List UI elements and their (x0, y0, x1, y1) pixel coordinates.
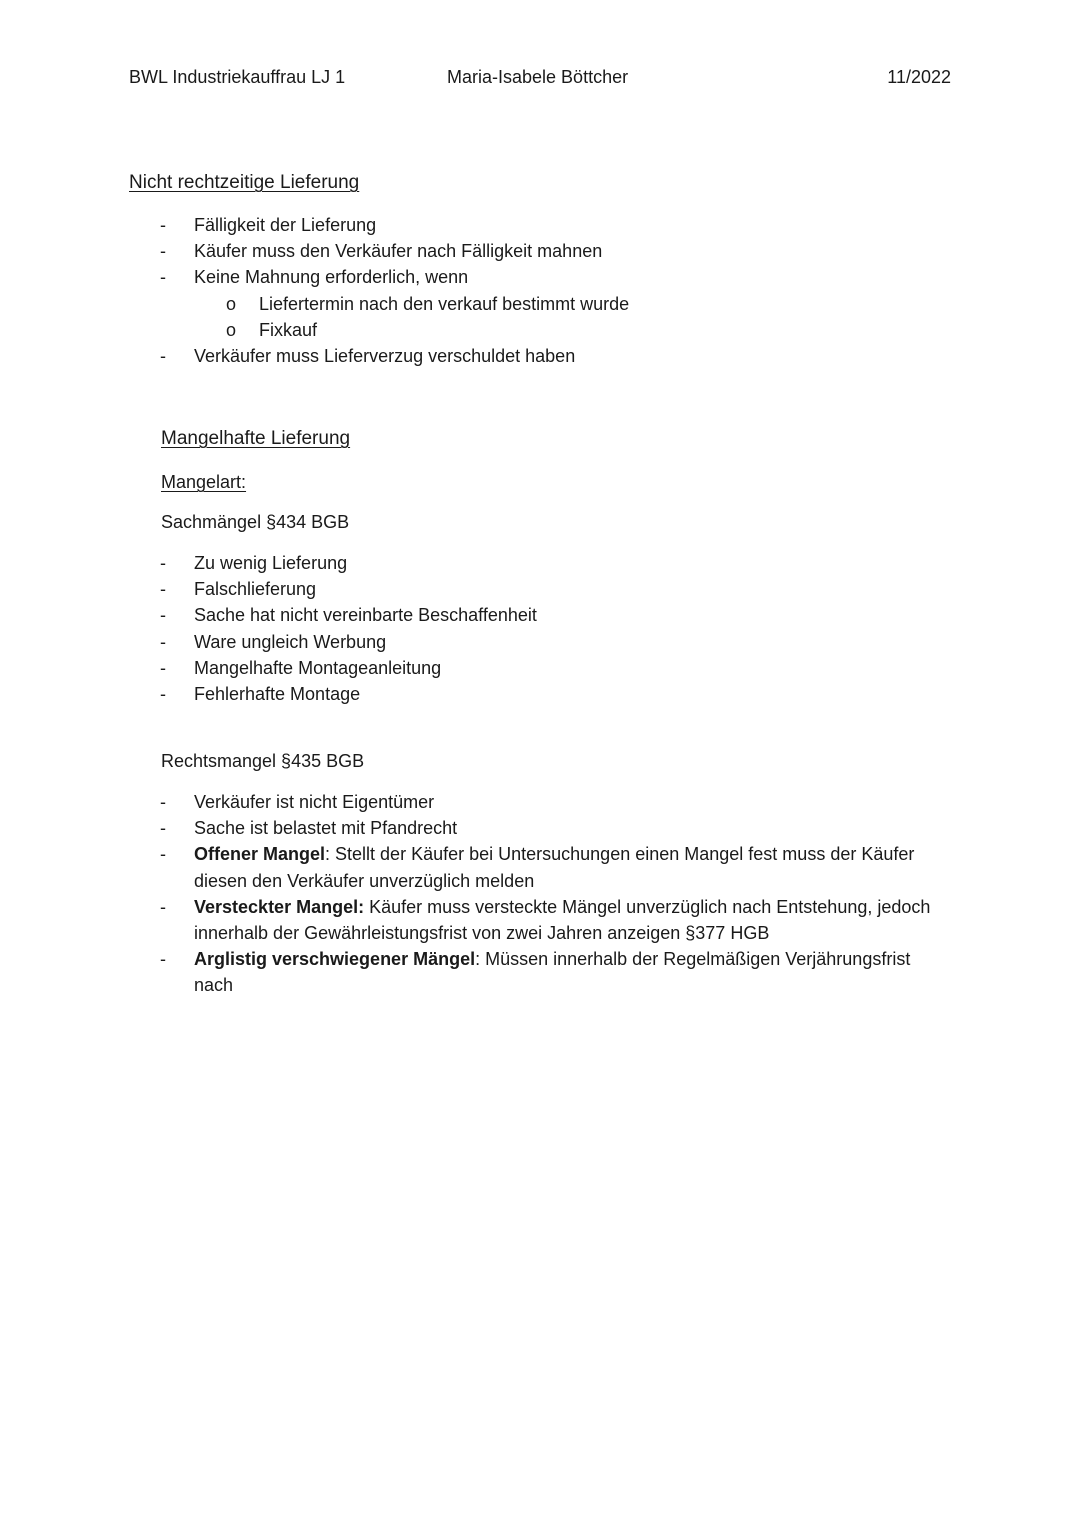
page-header (129, 64, 951, 90)
dash-bullet: - (160, 896, 166, 917)
circle-bullet: o (226, 293, 237, 314)
sublist-item: o Liefertermin nach den verkauf bestimmt wurde (194, 291, 979, 317)
list-item: - Verkäufer ist nicht Eigentümer (160, 789, 954, 815)
mangelart-label: Mangelart: (161, 472, 247, 492)
list-item: - Falschlieferung (160, 576, 954, 602)
sachmaengel-list (160, 550, 954, 707)
section1-sublist (194, 291, 954, 343)
list-item: - Ware ungleich Werbung (160, 629, 954, 655)
dash-bullet: - (160, 818, 166, 839)
header-author: Maria-Isabele Böttcher (447, 67, 629, 87)
list-item: - Sache ist belastet mit Pfandrecht (160, 815, 954, 841)
circle-bullet: o (226, 319, 237, 340)
list-item: - Verkäufer muss Lieferverzug verschuldet haben (160, 343, 954, 369)
list-item: - Sache hat nicht vereinbarte Beschaffenheit (160, 602, 954, 628)
dash-bullet: - (160, 657, 166, 678)
definition-text: Käufer muss versteckte Mängel unverzüglich nach Entstehung, jedoch innerhalb der Gewährleistungsfrist von zwei Jahren anzeigen §377 HGB (194, 896, 931, 944)
list-item (160, 894, 954, 946)
dash-bullet: - (160, 949, 166, 970)
dash-bullet: - (160, 241, 166, 262)
dash-bullet: - (160, 631, 166, 652)
dash-bullet: - (160, 267, 166, 288)
dash-bullet: - (160, 215, 166, 235)
defined-term: Offener Mangel (194, 844, 326, 865)
defined-term: Arglistig verschwiegener Mängel (194, 949, 476, 970)
dash-bullet: - (160, 605, 166, 626)
list-item: - Fehlerhafte Montage (160, 681, 954, 707)
dash-bullet: - (160, 553, 166, 573)
section1-list (160, 212, 954, 369)
sachmaengel-title: Sachmängel §434 BGB (161, 512, 350, 532)
header-subject: BWL Industriekauffrau LJ 1 (129, 67, 346, 87)
rechtsmangel-title: Rechtsmangel §435 BGB (161, 751, 365, 771)
header-date: 11/2022 (887, 67, 951, 87)
list-item (160, 946, 954, 998)
dash-bullet: - (160, 346, 166, 367)
section-title-mangelhafte-lieferung: Mangelhafte Lieferung (161, 428, 351, 449)
list-item: - Mangelhafte Montageanleitung (160, 655, 954, 681)
list-item: - Käufer muss den Verkäufer nach Fälligkeit mahnen (160, 238, 954, 264)
defined-term: Versteckter Mangel: (194, 896, 365, 917)
section-title-nicht-rechtzeitige-lieferung: Nicht rechtzeitige Lieferung (129, 172, 360, 193)
list-item: - Fälligkeit der Lieferung (160, 212, 954, 238)
definition-text: : Stellt der Käufer bei Untersuchungen einen Mangel fest muss der Käufer diesen den Verkäufer unverzüglich melden (194, 844, 915, 891)
dash-bullet: - (160, 792, 166, 812)
list-item: - Zu wenig Lieferung (160, 550, 954, 576)
dash-bullet: - (160, 684, 166, 705)
rechtsmangel-list (160, 789, 954, 999)
dash-bullet: - (160, 579, 166, 600)
list-item: - Keine Mahnung erforderlich, wenn o Liefertermin nach den verkauf bestimmt wurde o Fixkauf (160, 264, 954, 343)
list-item (160, 841, 954, 893)
dash-bullet: - (160, 844, 166, 865)
sublist-item: o Fixkauf (194, 317, 979, 343)
definition-text: : Müssen innerhalb der Regelmäßigen Verjährungsfrist nach (194, 949, 911, 996)
